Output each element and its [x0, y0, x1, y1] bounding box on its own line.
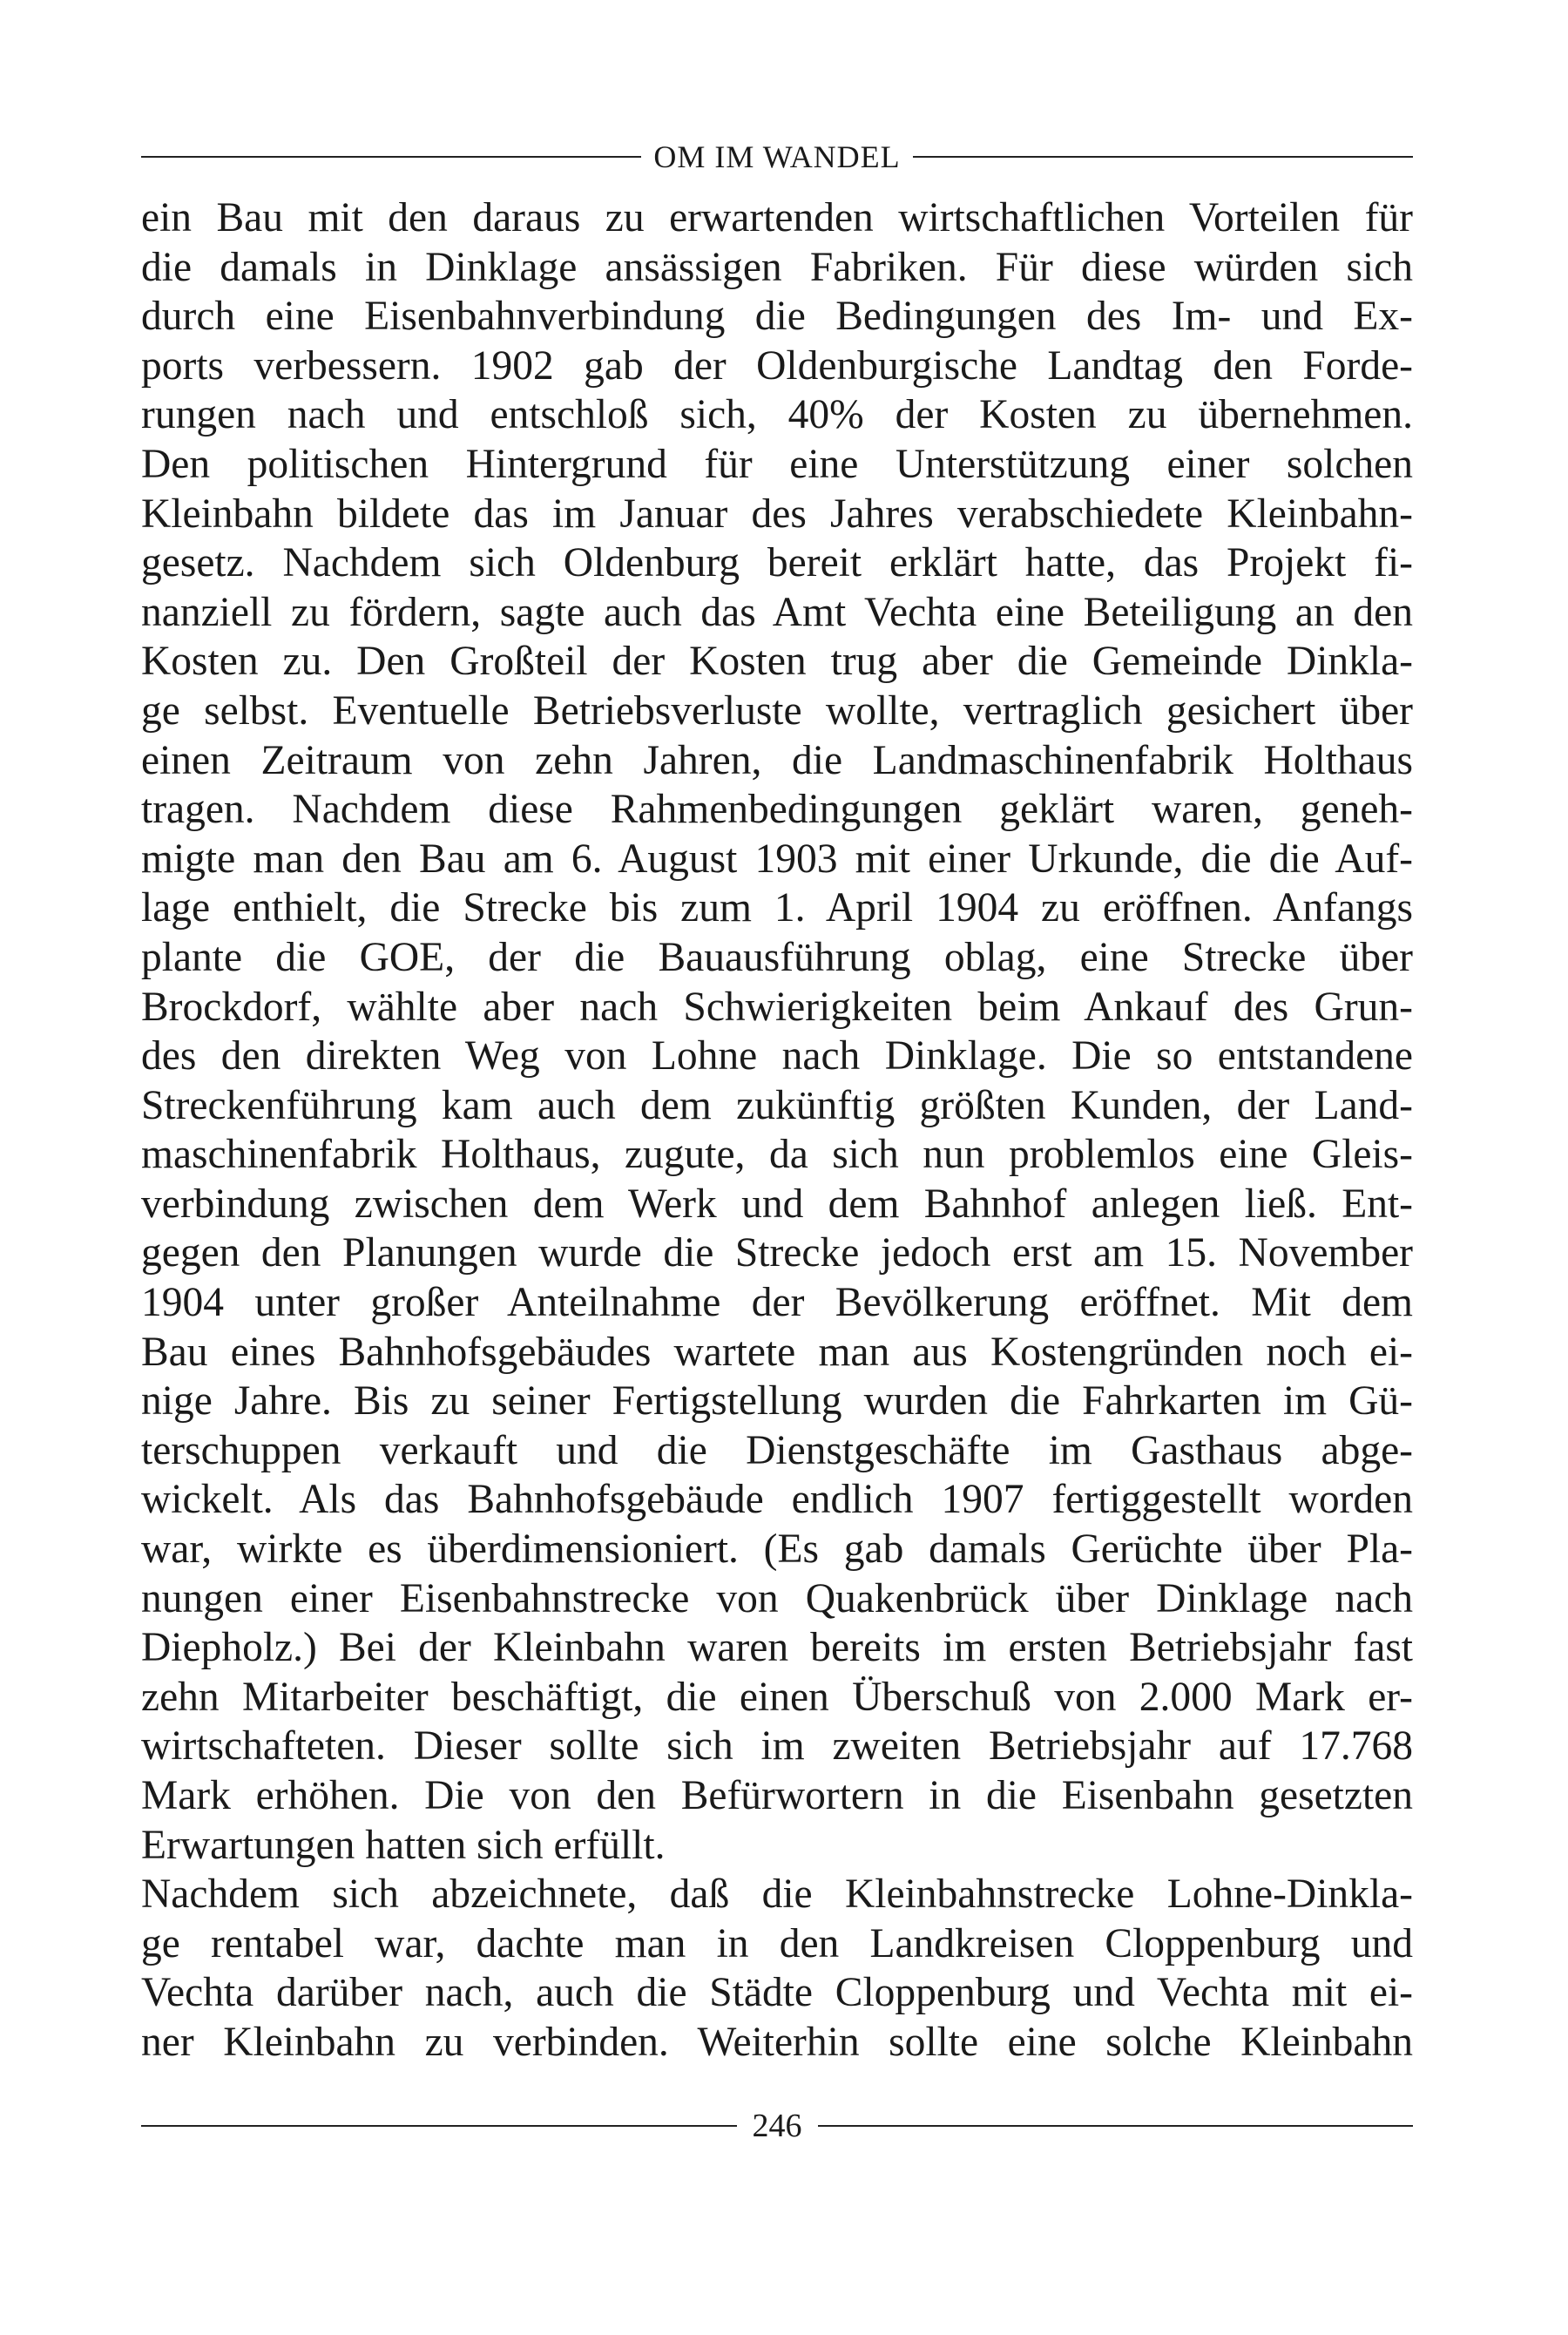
text-line: Brockdorf, wählte aber nach Schwierigkeiten beim Ankauf des Grun-: [141, 984, 1413, 1030]
text-line: Streckenführung kam auch dem zukünftig größten Kunden, der Land-: [141, 1082, 1413, 1128]
text-line: verbindung zwischen dem Werk und dem Bahnhof anlegen ließ. Ent-: [141, 1181, 1413, 1227]
text-line: rungen nach und entschloß sich, 40% der Kosten zu übernehmen.: [141, 392, 1413, 438]
footer-rule-left: [141, 2125, 737, 2127]
text-line: ge rentabel war, dachte man in den Landkreisen Cloppenburg und: [141, 1920, 1413, 1966]
text-line: Bau eines Bahnhofsgebäudes wartete man aus Kostengründen noch ei-: [141, 1329, 1413, 1375]
text-line: 1904 unter großer Anteilnahme der Bevölkerung eröffnet. Mit dem: [141, 1280, 1413, 1326]
text-line: die damals in Dinklage ansässigen Fabriken. Für diese würden sich: [141, 244, 1413, 290]
header-rule-left: [141, 156, 641, 158]
running-header: [141, 135, 1413, 179]
text-line: Diepholz.) Bei der Kleinbahn waren bereits im ersten Betriebsjahr fast: [141, 1625, 1413, 1671]
header-rule-right: [913, 156, 1413, 158]
text-line: tragen. Nachdem diese Rahmenbedingungen geklärt waren, geneh-: [141, 787, 1413, 833]
text-line: nige Jahre. Bis zu seiner Fertigstellung wurden die Fahrkarten im Gü-: [141, 1378, 1413, 1425]
text-line: wickelt. Als das Bahnhofsgebäude endlich 1907 fertiggestellt worden: [141, 1477, 1413, 1523]
text-line: nungen einer Eisenbahnstrecke von Quakenbrück über Dinklage nach: [141, 1575, 1413, 1621]
text-line: plante die GOE, der die Bauausführung oblag, eine Strecke über: [141, 934, 1413, 980]
text-line: terschuppen verkauft und die Dienstgeschäfte im Gasthaus abge-: [141, 1427, 1413, 1473]
text-line: Mark erhöhen. Die von den Befürwortern in die Eisenbahn gesetzten: [141, 1773, 1413, 1818]
text-line: nanziell zu fördern, sagte auch das Amt Vechta eine Beteiligung an den: [141, 589, 1413, 635]
text-line: durch eine Eisenbahnverbindung die Bedingungen des Im- und Ex-: [141, 294, 1413, 340]
text-line: Nachdem sich abzeichnete, daß die Kleinbahnstrecke Lohne-Dinkla-: [141, 1871, 1413, 1918]
page-footer: [141, 2102, 1413, 2150]
text-line: maschinenfabrik Holthaus, zugute, da sich nun problemlos eine Gleis-: [141, 1132, 1413, 1178]
text-line: ner Kleinbahn zu verbinden. Weiterhin sollte eine solche Kleinbahn: [141, 2019, 1413, 2065]
text-line: wirtschafteten. Dieser sollte sich im zweiten Betriebsjahr auf 17.768: [141, 1723, 1413, 1770]
text-line: migte man den Bau am 6. August 1903 mit einer Urkunde, die die Auf-: [141, 836, 1413, 882]
text-line: Kosten zu. Den Großteil der Kosten trug aber die Gemeinde Dinkla-: [141, 639, 1413, 685]
text-line: war, wirkte es überdimensioniert. (Es gab damals Gerüchte über Pla-: [141, 1526, 1413, 1573]
text-line: lage enthielt, die Strecke bis zum 1. April 1904 zu eröffnen. Anfangs: [141, 885, 1413, 931]
text-line: Den politischen Hintergrund für eine Unterstützung einer solchen: [141, 441, 1413, 487]
text-line: des den direkten Weg von Lohne nach Dinklage. Die so entstandene: [141, 1033, 1413, 1080]
text-line: zehn Mitarbeiter beschäftigt, die einen Überschuß von 2.000 Mark er-: [141, 1674, 1413, 1720]
text-line: gegen den Planungen wurde die Strecke jedoch erst am 15. November: [141, 1230, 1413, 1276]
text-line: ge selbst. Eventuelle Betriebsverluste wollte, vertraglich gesichert über: [141, 687, 1413, 734]
text-line: gesetz. Nachdem sich Oldenburg bereit erklärt hatte, das Projekt fi-: [141, 540, 1413, 586]
body-text: [141, 193, 1413, 2068]
text-line-paragraph-end: Erwartungen hatten sich erfüllt.: [141, 1822, 666, 1868]
text-line: ein Bau mit den daraus zu erwartenden wirtschaftlichen Vorteilen für: [141, 195, 1413, 240]
text-line: einen Zeitraum von zehn Jahren, die Landmaschinenfabrik Holthaus: [141, 737, 1413, 783]
page-number: 246: [752, 2108, 802, 2144]
running-header-title: OM IM WANDEL: [653, 139, 901, 174]
footer-rule-right: [818, 2125, 1414, 2127]
text-line: Vechta darüber nach, auch die Städte Cloppenburg und Vechta mit ei-: [141, 1970, 1413, 2016]
text-line: ports verbessern. 1902 gab der Oldenburgische Landtag den Forde-: [141, 342, 1413, 389]
text-line: Kleinbahn bildete das im Januar des Jahres verabschiedete Kleinbahn-: [141, 491, 1413, 537]
